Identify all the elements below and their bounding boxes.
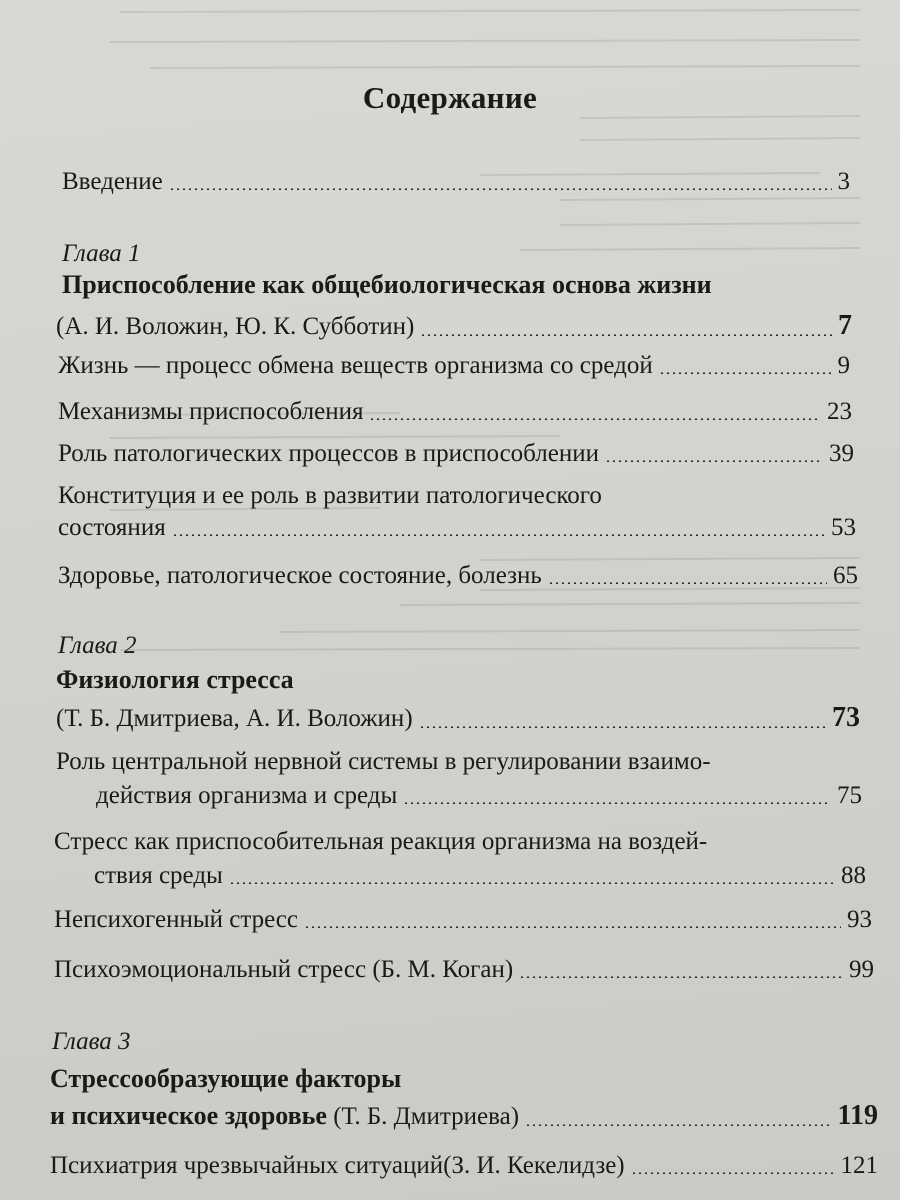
chapter-3-label: Глава 3 xyxy=(52,1028,131,1055)
chapter-3-authors: (Т. Б. Дмитриева) xyxy=(333,1103,520,1130)
toc-entry-chapter-1[interactable] xyxy=(56,310,852,342)
chapter-1-authors: (А. И. Воложин, Ю. К. Субботин) xyxy=(56,313,415,340)
toc-page-number: 65 xyxy=(833,562,858,589)
toc-page-number: 53 xyxy=(831,514,856,541)
toc-entry-label: Непсихогенный стресс xyxy=(54,906,298,933)
toc-page-number: 23 xyxy=(827,398,852,425)
toc-page-number: 121 xyxy=(840,1152,878,1179)
toc-page-number: 88 xyxy=(841,862,866,889)
toc-entry[interactable] xyxy=(96,782,862,810)
toc-entry[interactable] xyxy=(58,440,854,468)
toc-entry-label-line-1: Конституция и ее роль в развитии патологического xyxy=(58,482,602,509)
toc-entry-label: Здоровье, патологическое состояние, болезнь xyxy=(58,562,542,589)
toc-entry-introduction[interactable] xyxy=(62,168,850,196)
toc-entry[interactable] xyxy=(54,906,872,934)
toc-entry-label: Введение xyxy=(62,168,163,195)
toc-page-number: 7 xyxy=(838,310,852,341)
leader-dots xyxy=(304,926,841,928)
toc-entry[interactable] xyxy=(58,562,858,590)
toc-entry-label: Психоэмоциональный стресс (Б. М. Коган) xyxy=(54,956,514,983)
toc-page-number: 119 xyxy=(837,1100,878,1131)
leader-dots xyxy=(525,1124,831,1126)
toc-page-number: 39 xyxy=(829,440,854,467)
leader-dots xyxy=(605,460,823,462)
toc-page-number: 9 xyxy=(837,352,850,379)
toc-entry-label: Механизмы приспособления xyxy=(58,398,364,425)
chapter-2-label: Глава 2 xyxy=(58,632,137,659)
leader-dots xyxy=(169,188,832,190)
leader-dots xyxy=(548,582,827,584)
toc-page-number: 75 xyxy=(837,782,862,809)
toc-entry[interactable] xyxy=(58,398,852,426)
leader-dots xyxy=(369,418,821,420)
toc-entry[interactable] xyxy=(58,352,850,380)
leader-dots xyxy=(403,802,831,804)
toc-page-number: 99 xyxy=(849,956,874,983)
toc-entry-chapter-2[interactable] xyxy=(56,702,860,734)
toc-entry[interactable] xyxy=(54,956,874,984)
toc-entry-label-line-1: Стресс как приспособительная реакция организма на воздей- xyxy=(54,828,708,855)
toc-entry-label: Психиатрия чрезвычайных ситуаций(З. И. Кекелидзе) xyxy=(50,1152,625,1179)
leader-dots xyxy=(420,334,832,336)
toc-entry-label: Роль патологических процессов в приспособлении xyxy=(58,440,599,467)
leader-dots xyxy=(519,976,843,978)
leader-dots xyxy=(659,372,832,374)
chapter-3-title-line-2-wrap xyxy=(50,1101,519,1131)
toc-entry-label-line-1: Роль центральной нервной системы в регулировании взаимо- xyxy=(56,748,711,775)
toc-entry-label: действия организма и среды xyxy=(96,782,398,809)
leader-dots xyxy=(172,534,825,536)
toc-entry[interactable] xyxy=(94,862,866,890)
toc-entry-label: ствия среды xyxy=(94,862,223,889)
toc-entry-chapter-3[interactable] xyxy=(50,1100,878,1132)
chapter-3-title-line-2: и психическое здоровье xyxy=(50,1101,327,1130)
chapter-3-title-line-1: Стрессообразующие факторы xyxy=(50,1064,402,1093)
contents-title: Содержание xyxy=(362,80,538,115)
chapter-2-authors: (Т. Б. Дмитриева, А. И. Воложин) xyxy=(56,705,413,732)
leader-dots xyxy=(419,726,826,728)
toc-page-number: 73 xyxy=(832,702,860,733)
toc-entry[interactable] xyxy=(50,1152,878,1180)
chapter-1-label: Глава 1 xyxy=(62,240,141,267)
toc-page-number: 93 xyxy=(847,906,872,933)
leader-dots xyxy=(229,882,835,884)
toc-page-number: 3 xyxy=(837,168,850,195)
toc-entry-label: состояния xyxy=(58,514,166,541)
toc-entry[interactable] xyxy=(58,514,856,542)
chapter-1-title: Приспособление как общебиологическая основа жизни xyxy=(62,270,712,299)
leader-dots xyxy=(631,1172,835,1174)
chapter-2-title: Физиология стресса xyxy=(56,665,294,694)
toc-entry-label: Жизнь — процесс обмена веществ организма со средой xyxy=(58,352,653,379)
